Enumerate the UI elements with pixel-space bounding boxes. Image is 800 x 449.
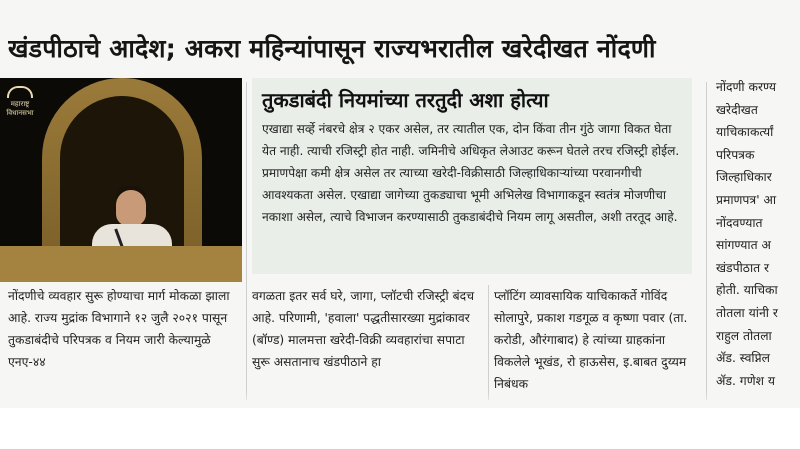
column-line: राहुल तोतला: [716, 328, 772, 343]
bottom-fade: [0, 392, 800, 408]
article-column-1: नोंदणीचे व्यवहार सुरू होण्याचा मार्ग मोकळा झाला आहे. राज्य मुद्रांक विभागाने १२ जुलै २०२१ पासून तुकडाबंदीचे परिपत्रक व नियम जारी केल्यामुळे एनए-४४: [8, 289, 230, 369]
assembly-logo: [4, 86, 36, 117]
column-line: तोतला यांनी र: [716, 305, 778, 320]
column-line: होती. याचिका: [716, 283, 778, 298]
column-line: याचिकाकर्त्यां: [716, 125, 774, 140]
column-line: परिपत्रक: [716, 147, 755, 162]
column-line: सांगण्यात अ: [716, 238, 771, 253]
column-line: नोंदवण्यात: [716, 215, 763, 230]
column-line: जिल्हाधिकार: [716, 170, 772, 185]
column-divider: [488, 285, 489, 400]
column-line: ॲड. गणेश य: [716, 373, 776, 388]
column-divider: [246, 82, 247, 400]
column-divider: [706, 82, 707, 400]
article-column-4: [716, 76, 800, 408]
speaker-head: [116, 190, 146, 226]
assembly-photo: [0, 78, 242, 282]
info-box-body: एखाद्या सर्व्हे नंबरचे क्षेत्र २ एकर असेल, तर त्यातील एक, दोन किंवा तीन गुंठे जागा विकत घेता येत नाही. त्याची रजिस्ट्री होत नाही. जमिनीचे अधिकृत लेआउट करून घेतले तरच रजिस्ट्री होईल. प्रमाणपेक्षा कमी क्षेत्र असेल तर त्याच्या खरेदी-विक्रीसाठी जिल्हाधिकाऱ्यांच्या परवानगीची आवश्यकता असेल. एखाद्या जागेच्या तुकड्याचा भूमी अभिलेख विभागाकडून स्वतंत्र मोजणीचा नकाशा असेल, त्याचे विभाजन करण्यासाठी तुकडाबंदीचे नियम लागू असतील, अशी तरतूद आहे.: [262, 122, 680, 224]
logo-text: महाराष्ट्र विधानसभा: [6, 100, 34, 117]
info-box-title: तुकडाबंदी नियमांच्या तरतुदी अशा होत्या: [262, 88, 549, 112]
headline: खंडपीठाचे आदेश; अकरा महिन्यांपासून राज्यभरातील खरेदीखत नोंदणी: [8, 34, 656, 63]
dome-icon: [7, 86, 33, 98]
article-column-2: वगळता इतर सर्व घरे, जागा, प्लॉटची रजिस्ट्री बंदच आहे. परिणामी, 'हवाला' पद्धतीसारख्या मुद्रांकावर (बॉण्ड) मालमत्ता खरेदी-विक्री व्यवहारांचा सपाटा सुरू असतानाच खंडपीठाने हा: [252, 289, 475, 369]
column-line: खरेदीखत: [716, 102, 758, 117]
column-line: खंडपीठात र: [716, 260, 770, 275]
column-line: नोंदणी करण्य: [716, 80, 776, 94]
speaker-desk: [0, 246, 242, 282]
article-column-3: प्लॉटिंग व्यावसायिक याचिकाकर्ते गोविंद सोलापुरे, प्रकाश गडगूळ व कृष्णा पवार (ता. करोडी, औरंगाबाद) हे त्यांच्या ग्राहकांना विकलेले भूखंड, रो हाऊसेस, इ.बाबत दुय्यम निबंधक: [494, 289, 688, 391]
info-box: [252, 78, 692, 274]
column-line: ॲड. स्वप्निल: [716, 351, 770, 366]
column-line: प्रमाणपत्र' आ: [716, 192, 777, 207]
